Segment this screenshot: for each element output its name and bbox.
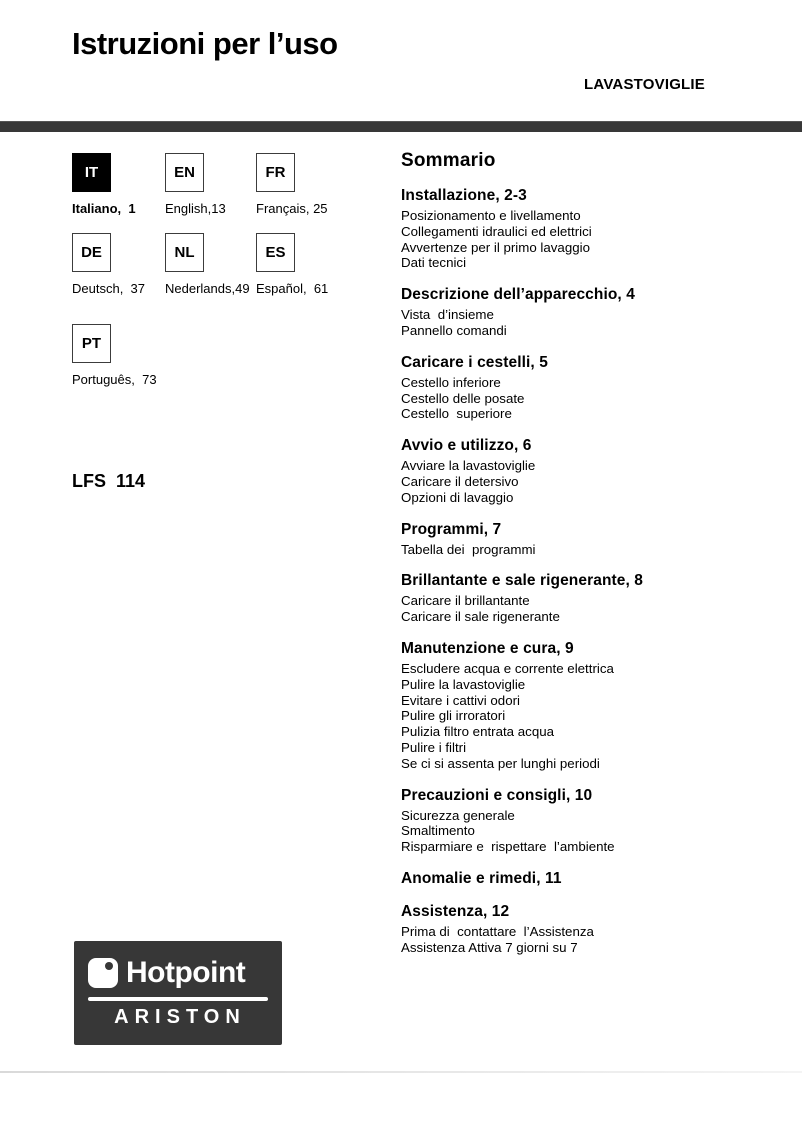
toc-section-title: Assistenza, 12 <box>401 902 510 920</box>
toc-section-title: Caricare i cestelli, 5 <box>401 353 548 371</box>
toc-section-title: Manutenzione e cura, 9 <box>401 639 574 657</box>
language-code: ES <box>265 244 286 261</box>
toc-section-title: Precauzioni e consigli, 10 <box>401 786 593 804</box>
header-divider-bar <box>0 121 802 132</box>
language-label-en: English,13 <box>165 201 226 216</box>
toc-section-precauzioni <box>401 787 797 855</box>
toc-item: Tabella dei programmi <box>401 541 536 557</box>
toc-section-items <box>401 924 797 956</box>
toc-item: Escludere acqua e corrente elettrica <box>401 660 614 676</box>
toc-item: Caricare il sale rigenerante <box>401 609 560 625</box>
toc-section-items <box>401 661 797 772</box>
toc-section-descrizione <box>401 286 797 339</box>
toc-item: Prima di contattare l’Assistenza <box>401 923 594 939</box>
toc-item: Avvertenze per il primo lavaggio <box>401 239 590 255</box>
toc-section-title: Avvio e utilizzo, 6 <box>401 437 532 455</box>
toc-item: Avviare la lavastoviglie <box>401 458 536 474</box>
toc-section-installazione <box>401 187 797 271</box>
language-label-nl: Nederlands,49 <box>165 281 250 296</box>
language-label-fr: Français, 25 <box>256 201 328 216</box>
language-code: PT <box>81 335 102 352</box>
toc-item: Caricare il brillantante <box>401 593 530 609</box>
toc-section-items <box>401 307 797 339</box>
toc-item: Posizionamento e livellamento <box>401 208 581 223</box>
language-box-nl <box>165 233 204 272</box>
language-code: FR <box>265 164 286 181</box>
toc-item: Pulizia filtro entrata acqua <box>401 724 554 740</box>
toc-item: Vista d’insieme <box>401 307 494 323</box>
toc-item: Dati tecnici <box>401 255 467 271</box>
toc-item: Sicurezza generale <box>401 807 515 823</box>
toc-section-title: Programmi, 7 <box>401 520 502 538</box>
language-code: EN <box>174 164 195 181</box>
toc-item: Cestello inferiore <box>401 374 501 390</box>
toc-item: Caricare il detersivo <box>401 473 519 489</box>
language-box-pt <box>72 324 111 363</box>
language-label-es: Español, 61 <box>256 281 329 296</box>
toc-section-items <box>401 593 797 625</box>
toc-section-items <box>401 458 797 505</box>
toc-section-programmi <box>401 521 797 558</box>
language-code: DE <box>81 244 102 261</box>
toc-section-title: Installazione, 2-3 <box>401 187 527 204</box>
hotpoint-icon-dot <box>105 962 113 970</box>
language-cell-fr <box>256 153 328 216</box>
language-box-it <box>72 153 111 192</box>
toc-section-brillantante <box>401 572 797 625</box>
language-label-it: Italiano, 1 <box>72 201 136 216</box>
toc-heading: Sommario <box>401 150 496 171</box>
toc-section-title: Brillantante e sale rigenerante, 8 <box>401 572 644 590</box>
toc-section-items <box>401 208 797 271</box>
toc-item: Opzioni di lavaggio <box>401 489 514 505</box>
language-box-fr <box>256 153 295 192</box>
hotpoint-ariston-logo <box>74 941 282 1045</box>
toc-section-items <box>401 542 797 558</box>
table-of-contents <box>401 150 797 956</box>
page-title: Istruzioni per l’uso <box>72 26 338 61</box>
toc-item: Evitare i cattivi odori <box>401 692 520 708</box>
toc-item: Smaltimento <box>401 823 475 839</box>
toc-item: Pannello comandi <box>401 322 507 338</box>
language-code: IT <box>84 164 99 181</box>
toc-section-avvio <box>401 437 797 505</box>
toc-item: Pulire gli irroratori <box>401 708 506 724</box>
language-cell-en <box>165 153 226 216</box>
language-box-en <box>165 153 204 192</box>
logo-divider-line <box>88 997 268 1001</box>
language-cell-it <box>72 153 136 216</box>
toc-item: Pulire i filtri <box>401 739 467 755</box>
language-cell-nl <box>165 233 250 296</box>
toc-item: Pulire la lavastoviglie <box>401 676 526 692</box>
language-label-pt: Português, 73 <box>72 372 157 387</box>
hotpoint-square-icon <box>88 958 118 988</box>
logo-brand-text: Hotpoint <box>126 956 246 989</box>
language-box-de <box>72 233 111 272</box>
logo-subbrand-text: ARISTON <box>114 1006 246 1028</box>
model-number: LFS 114 <box>72 471 146 491</box>
toc-item: Se ci si assenta per lunghi periodi <box>401 755 600 771</box>
toc-section-items <box>401 375 797 422</box>
toc-section-manutenzione <box>401 640 797 772</box>
language-cell-es <box>256 233 328 296</box>
toc-section-title: Anomalie e rimedi, 11 <box>401 869 562 887</box>
toc-section-assistenza <box>401 903 797 956</box>
language-cell-pt <box>72 324 157 387</box>
toc-item: Risparmiare e rispettare l’ambiente <box>401 839 615 855</box>
language-cell-de <box>72 233 145 296</box>
appliance-type-label: LAVASTOVIGLIE <box>584 76 705 93</box>
footer-divider-line <box>0 1071 802 1073</box>
language-code: NL <box>174 244 195 261</box>
language-box-es <box>256 233 295 272</box>
language-label-de: Deutsch, 37 <box>72 281 145 296</box>
toc-section-anomalie <box>401 870 797 888</box>
toc-item: Cestello superiore <box>401 406 512 422</box>
toc-item: Assistenza Attiva 7 giorni su 7 <box>401 939 578 955</box>
toc-item: Collegamenti idraulici ed elettrici <box>401 223 592 239</box>
toc-item: Cestello delle posate <box>401 390 525 406</box>
toc-section-caricare-cestelli <box>401 354 797 422</box>
toc-section-items <box>401 808 797 855</box>
logo-brand-row <box>74 941 282 990</box>
toc-section-title: Descrizione dell’apparecchio, 4 <box>401 286 635 304</box>
